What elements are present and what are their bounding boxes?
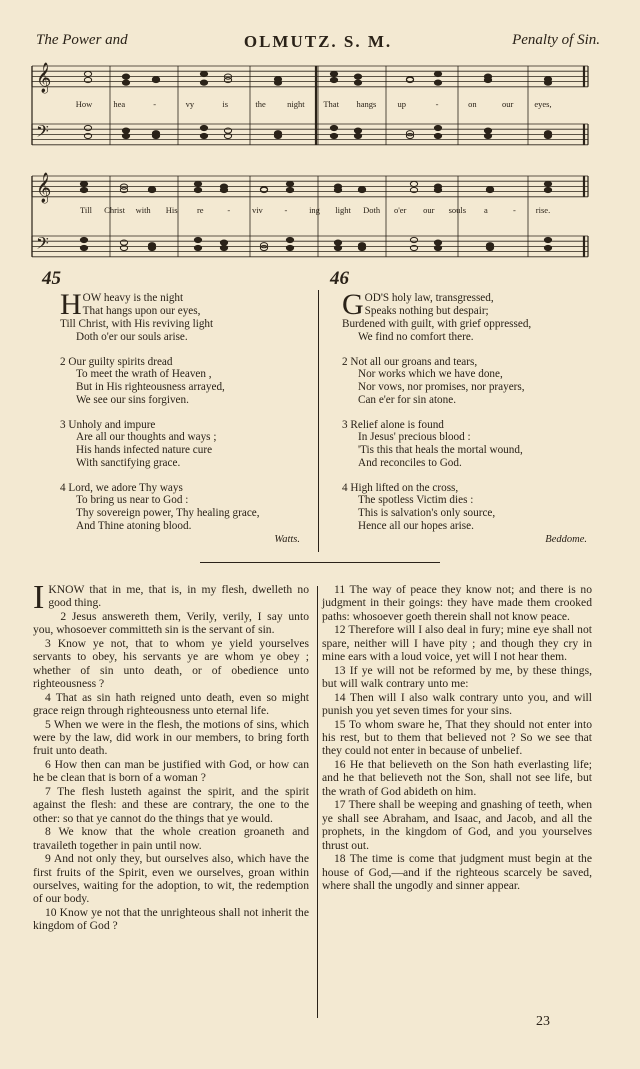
note-head (200, 133, 207, 138)
note-head (194, 181, 201, 186)
verse-line: Can e'er for sin atone. (358, 393, 457, 406)
verse-line: We see our sins forgiven. (76, 393, 189, 406)
hymn-number-46: 46 (330, 268, 349, 289)
note-head (194, 245, 201, 250)
verse-line: Till Christ, with His reviving light (60, 318, 214, 330)
dropcap-i: I (33, 579, 45, 616)
verse-line: Nor works which we have done, (358, 368, 503, 381)
reading-paragraph: 2 Jesus answereth them, Verily, verily, I say unto you, whosoever committeth sin is the servant of sin. (33, 609, 309, 637)
note-head (224, 128, 231, 133)
dropcap-h: H (60, 288, 82, 321)
hymn46-stanza-3 (342, 419, 587, 469)
hymn-column-divider (318, 290, 319, 552)
reading-paragraph: 16 He that believeth on the Son hath everlasting life; and he that believeth not the Son, shall not see life, but the wrath of God abideth on him. (322, 757, 592, 798)
verse-line: And Thine atoning blood. (76, 519, 192, 532)
page-header (36, 32, 600, 54)
lyric-syllable: up (397, 99, 407, 109)
hymn46-stanza-1 (342, 288, 587, 343)
note-head (220, 245, 227, 250)
verse-line: Speaks nothing but despair; (364, 304, 489, 317)
lyric-syllable: re (196, 205, 204, 215)
lyric-syllable: vy (185, 99, 195, 109)
hymn45-attribution: Watts. (274, 534, 300, 546)
verse-line: 2 Not all our groans and tears, (342, 355, 478, 368)
note-head (354, 128, 361, 133)
hymn-46 (342, 288, 587, 547)
reading-paragraph: 4 That as sin hath reigned unto death, even so might grace reign through righteousness unto eternal life. (33, 690, 309, 718)
note-head (354, 80, 361, 85)
note-head (80, 181, 87, 186)
note-head (484, 133, 491, 138)
note-head (358, 187, 365, 192)
note-head (434, 80, 441, 85)
verse-line: With sanctifying grace. (76, 456, 181, 469)
treble-clef-icon: 𝄞 (36, 63, 52, 93)
lyric-syllable: a (483, 205, 488, 215)
note-head (152, 133, 159, 138)
note-head (434, 187, 441, 192)
note-head (286, 181, 293, 186)
hymn-number-45: 45 (42, 268, 61, 289)
reading-paragraph: 17 There shall be weeping and gnashing of teeth, when ye shall see Abraham, and Isaac, and Jacob, and all the prophets, in the kingdom of God, and you yourselves thrust out. (322, 798, 592, 852)
reading-paragraph: 15 To whom sware he, That they should not enter into his rest, but to them that believed not ? So we see that they could not enter in because of unbelief. (322, 717, 592, 758)
lyric-syllable: Doth (363, 205, 381, 215)
verse-line: This is salvation's only source, (358, 506, 496, 519)
lyric-syllable: - (153, 99, 157, 109)
lyric-syllable: our (502, 99, 514, 109)
note-head (484, 77, 491, 82)
lyric-syllable: our (423, 205, 435, 215)
lyric-syllable: - (284, 205, 288, 215)
lyric-syllable: That (323, 99, 339, 109)
hymn45-stanza-4 (60, 482, 300, 547)
note-head (274, 80, 281, 85)
note-head (434, 133, 441, 138)
lyrics-line-2 (80, 205, 550, 215)
lyric-syllable: the (255, 99, 266, 109)
reading-paragraph: 13 If ye will not be reformed by me, by these things, but will walk contrary unto me: (322, 663, 592, 691)
note-head (148, 187, 155, 192)
verse-line: 4 High lifted on the cross, (342, 481, 459, 494)
note-head (410, 237, 417, 242)
note-head (544, 237, 551, 242)
lyric-syllable: hea (113, 99, 126, 109)
music-score (28, 58, 594, 268)
scripture-reading-right (322, 583, 592, 892)
reading-paragraph: 12 Therefore will I also deal in fury; mine eye shall not spare, neither will I have pity ; and though they cry in mine ears with a loud voice, yet will I not hear them. (322, 623, 592, 664)
note-head (220, 240, 227, 245)
note-head (194, 187, 201, 192)
lyric-syllable: on (468, 99, 477, 109)
reading-paragraph: 10 Know ye not that the unrighteous shall not inherit the kingdom of God ? (33, 905, 309, 933)
verse-line: Thy sovereign power, Thy healing grace, (76, 506, 260, 519)
lyric-syllable: o'er (393, 205, 407, 215)
lyric-syllable: viv (251, 205, 263, 215)
note-head (122, 133, 129, 138)
lyric-syllable: - (435, 99, 439, 109)
note-head (484, 128, 491, 133)
note-head (200, 80, 207, 85)
verse-line: But in His righteousness arrayed, (76, 380, 225, 393)
note-head (434, 125, 441, 130)
note-head (286, 237, 293, 242)
hymn46-stanza-2 (342, 356, 587, 406)
verse-line: 3 Relief alone is found (342, 418, 444, 431)
lyric-syllable: hangs (356, 99, 377, 109)
lyric-syllable: Christ (104, 205, 125, 215)
scripture-reading-left (33, 579, 309, 933)
reading-paragraph: IKNOW that in me, that is, in my flesh, dwelleth no good thing. (33, 579, 309, 616)
lyric-syllable: ing (309, 205, 320, 215)
note-head (330, 133, 337, 138)
lyric-syllable: souls (448, 205, 467, 215)
staff-lines (32, 62, 588, 257)
lyric-syllable: - (227, 205, 231, 215)
note-head (84, 125, 91, 130)
reading-paragraph: 9 And not only they, but ourselves also, which have the first fruits of the Spirit, even we ourselves, groan within ourselves, waiting for the adoption, to wit, the redemption of our body. (33, 852, 309, 906)
note-head (122, 128, 129, 133)
header-left: The Power and (36, 32, 128, 48)
note-head (330, 71, 337, 76)
lyric-syllable: Till (80, 205, 92, 215)
hymn46-attribution: Beddome. (545, 534, 587, 546)
note-head (120, 240, 127, 245)
note-head (122, 74, 129, 79)
lyric-syllable: eyes, (534, 99, 552, 109)
lyrics-line-1 (76, 99, 552, 109)
note-head (330, 77, 337, 82)
treble-clef-icon: 𝄞 (36, 173, 52, 203)
lyric-syllable: - (513, 205, 516, 215)
note-head (200, 71, 207, 76)
note-head (434, 240, 441, 245)
verse-line: Burdened with guilt, with grief oppressed, (342, 318, 532, 330)
note-head (274, 133, 281, 138)
verse-line: OW heavy is the night (82, 292, 184, 304)
reading-column-divider (317, 586, 318, 1018)
hymn45-stanza-3 (60, 419, 300, 469)
verse-line: 2 Our guilty spirits dread (60, 355, 173, 368)
note-head (334, 187, 341, 192)
note-head (544, 187, 551, 192)
verse-line: Are all our thoughts and ways ; (76, 431, 217, 444)
verse-line: OD'S holy law, transgressed, (364, 292, 494, 304)
reading-paragraph: 6 How then can man be justified with God, or how can he be clean that is born of a woman ? (33, 757, 309, 785)
note-head (330, 125, 337, 130)
lyric-syllable: light (335, 205, 351, 215)
hymn45-stanza-1 (60, 288, 300, 343)
hymn-45 (60, 288, 300, 547)
note-head (152, 77, 159, 82)
note-head (286, 187, 293, 192)
bass-clef-icon: 𝄢 (36, 233, 49, 257)
note-head (544, 181, 551, 186)
note-head (200, 125, 207, 130)
note-head (80, 187, 87, 192)
note-head (84, 71, 91, 76)
note-head (122, 80, 129, 85)
reading-paragraph: 5 When we were in the flesh, the motions of sins, which were by the law, did work in our members, to bring forth fruit unto death. (33, 717, 309, 758)
reading-paragraph: 11 The way of peace they know not; and there is no judgment in their goings: they have made them crooked paths: whosoever goeth therein shall not know peace. (322, 583, 592, 623)
note-head (354, 74, 361, 79)
note-head (286, 245, 293, 250)
verse-line: Nor vows, nor promises, nor prayers, (358, 380, 525, 393)
note-head (486, 187, 493, 192)
note-head (148, 245, 155, 250)
header-right: Penalty of Sin. (512, 32, 600, 48)
note-head (80, 245, 87, 250)
note-head (220, 187, 227, 192)
note-head (434, 245, 441, 250)
section-divider (200, 562, 440, 563)
reading-paragraph: 14 Then will I also walk contrary unto you, and will punish you yet seven times for your sins. (322, 690, 592, 718)
lyric-syllable: with (135, 205, 151, 215)
hymn45-stanza-2 (60, 356, 300, 406)
verse-line: The spotless Victim dies : (358, 494, 474, 507)
page-number: 23 (536, 1014, 550, 1029)
reading-paragraph: 18 The time is come that judgment must begin at the house of God,—and if the righteous scarcely be saved, where shall the ungodly and sinner appear. (322, 852, 592, 892)
note-head (486, 245, 493, 250)
reading-paragraph: 7 The flesh lusteth against the spirit, and the spirit against the flesh: and these are contrary, the one to the other: so that ye cannot do the things that ye would. (33, 784, 309, 825)
bass-clef-icon: 𝄢 (36, 121, 49, 145)
verse-line: Doth o'er our souls arise. (76, 330, 188, 343)
verse-line: Hence all our hopes arise. (358, 519, 474, 532)
verse-line: In Jesus' precious blood : (358, 431, 471, 444)
note-head (544, 245, 551, 250)
note-head (434, 71, 441, 76)
verse-line: His hands infected nature cure (76, 443, 213, 456)
note-head (358, 245, 365, 250)
verse-line: 4 Lord, we adore Thy ways (60, 481, 183, 494)
lyric-syllable: night (287, 99, 305, 109)
note-head (80, 237, 87, 242)
verse-line: To bring us near to God : (76, 494, 189, 507)
reading-paragraph: 8 We know that the whole creation groaneth and travaileth together in pain until now. (33, 825, 309, 852)
note-head (544, 80, 551, 85)
note-head (354, 133, 361, 138)
tune-title: OLMUTZ. S. M. (243, 32, 393, 51)
verse-line: And reconciles to God. (358, 456, 462, 469)
hymn46-stanza-4 (342, 482, 587, 547)
note-head (194, 237, 201, 242)
lyric-syllable: rise. (535, 205, 551, 215)
lyric-syllable: His (165, 205, 178, 215)
verse-line: 3 Unholy and impure (60, 418, 156, 431)
verse-line: 'Tis this that heals the mortal wound, (358, 443, 523, 456)
note-head (334, 245, 341, 250)
reading-paragraph: 3 Know ye not, that to whom ye yield yourselves servants to obey, his servants ye are whom ye obey ; whether of sin unto death, or of obedience unto righteousness ? (33, 636, 309, 691)
note-head (410, 181, 417, 186)
verse-line: We find no comfort there. (358, 330, 474, 343)
note-head (334, 240, 341, 245)
note-head (544, 133, 551, 138)
verse-line: To meet the wrath of Heaven , (76, 368, 212, 381)
dropcap-g: G (342, 288, 364, 321)
lyric-syllable: is (222, 99, 229, 109)
verse-line: That hangs upon our eyes, (82, 304, 201, 317)
lyric-syllable: How (75, 99, 93, 109)
